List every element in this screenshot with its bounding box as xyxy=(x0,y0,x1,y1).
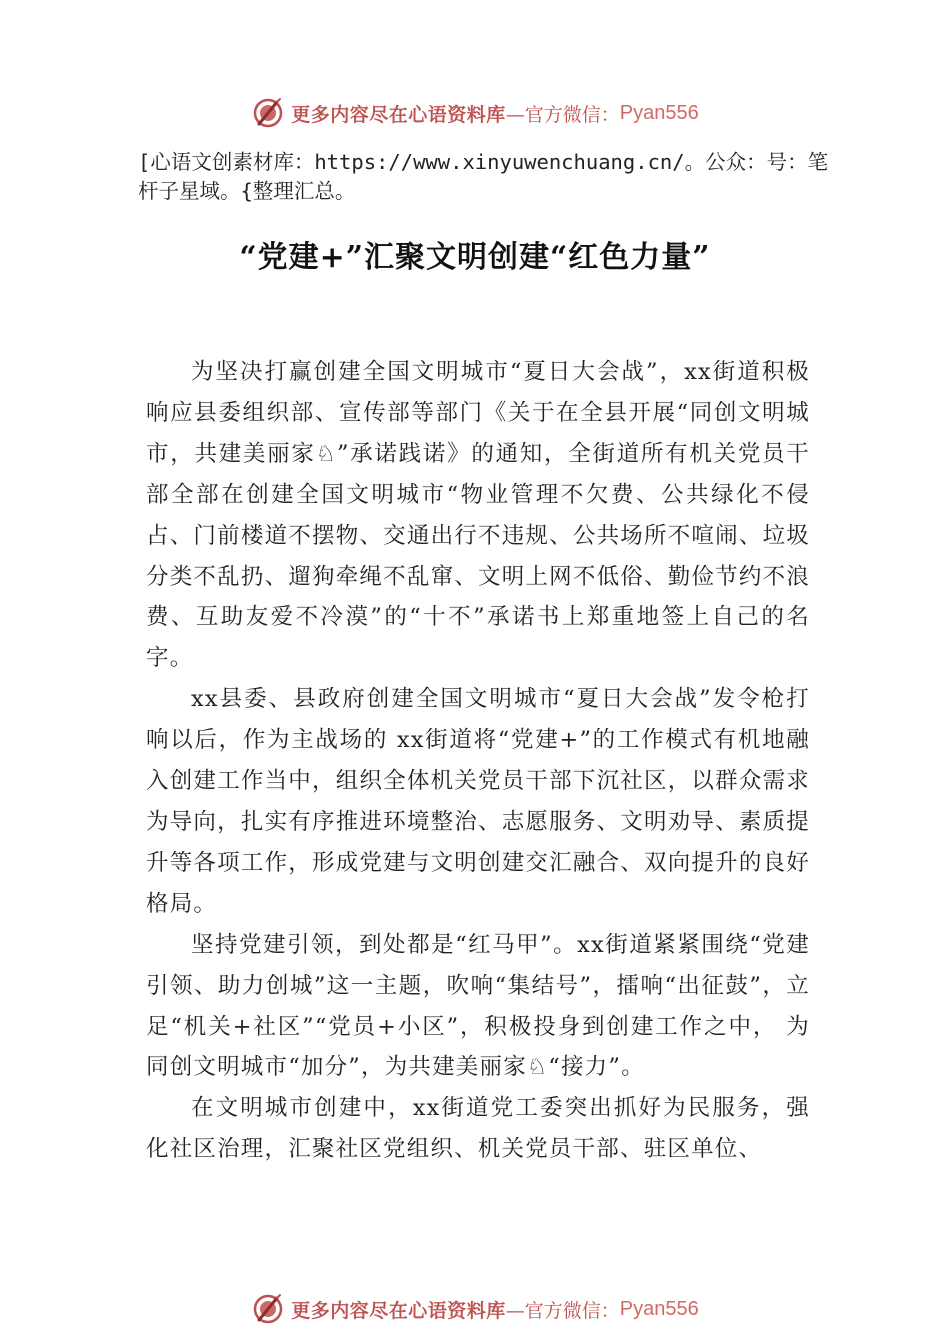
header-banner-separator: —官方微信： xyxy=(505,103,620,126)
footer-wechat-handle: Pyan556 xyxy=(619,1297,699,1320)
header-banner-text: 更多内容尽在心语资料库 xyxy=(291,103,506,126)
article-title: “党建+”汇聚文明创建“红色力量” xyxy=(239,240,711,275)
footer-banner-separator: —官方微信： xyxy=(505,1299,620,1322)
paragraph: xx县委、县政府创建全国文明城市“夏日大会战”发令枪打响以后，作为主战场的 xx街道将“党建+”的工作模式有机地融入创建工作当中，组织全体机关党员干部下沉社区，以群众需求为导向，扎实有序推进环境整治、志愿服务、文明劝导、素质提升等各项工作，形成党建与文明创建交汇融合、双向提升的良好格局。 xyxy=(146,686,810,917)
footer-banner-text: 更多内容尽在心语资料库 xyxy=(291,1299,506,1322)
brush-logo-icon xyxy=(251,96,285,130)
source-note: [心语文创素材库：https://www.xinyuwenchuang.cn/。公众：号：笔杆子星域。{整理汇总。 xyxy=(138,150,829,203)
paragraph: 为坚决打赢创建全国文明城市“夏日大会战”，xx街道积极响应县委组织部、宣传部等部门《关于在全县开展“同创文明城市，共建美丽家♘”承诺践诺》的通知，全街道所有机关党员干部全部在创建全国文明城市“物业管理不欠费、公共绿化不侵占、门前楼道不摆物、交通出行不违规、公共场所不喧闹、垃圾分类不乱扔、遛狗牵绳不乱窜、文明上网不低俗、勤俭节约不浪费、互助友爱不冷漠”的“十不”承诺书上郑重地签上自己的名字。 xyxy=(146,359,810,672)
footer-banner xyxy=(0,1292,950,1326)
paragraph: 在文明城市创建中，xx街道党工委突出抓好为民服务，强化社区治理，汇聚社区党组织、机关党员干部、驻区单位、 xyxy=(146,1095,810,1163)
article-body xyxy=(146,352,810,1170)
brush-logo-icon xyxy=(251,1292,285,1326)
header-banner xyxy=(0,96,950,130)
paragraph: 坚持党建引领，到处都是“红马甲”。xx街道紧紧围绕“党建引领、助力创城”这一主题，吹响“集结号”，擂响“出征鼓”，立足“机关+社区”“党员+小区”，积极投身到创建工作之中， 为同创文明城市“加分”，为共建美丽家♘“接力”。 xyxy=(146,931,810,1081)
header-wechat-handle: Pyan556 xyxy=(619,101,699,124)
